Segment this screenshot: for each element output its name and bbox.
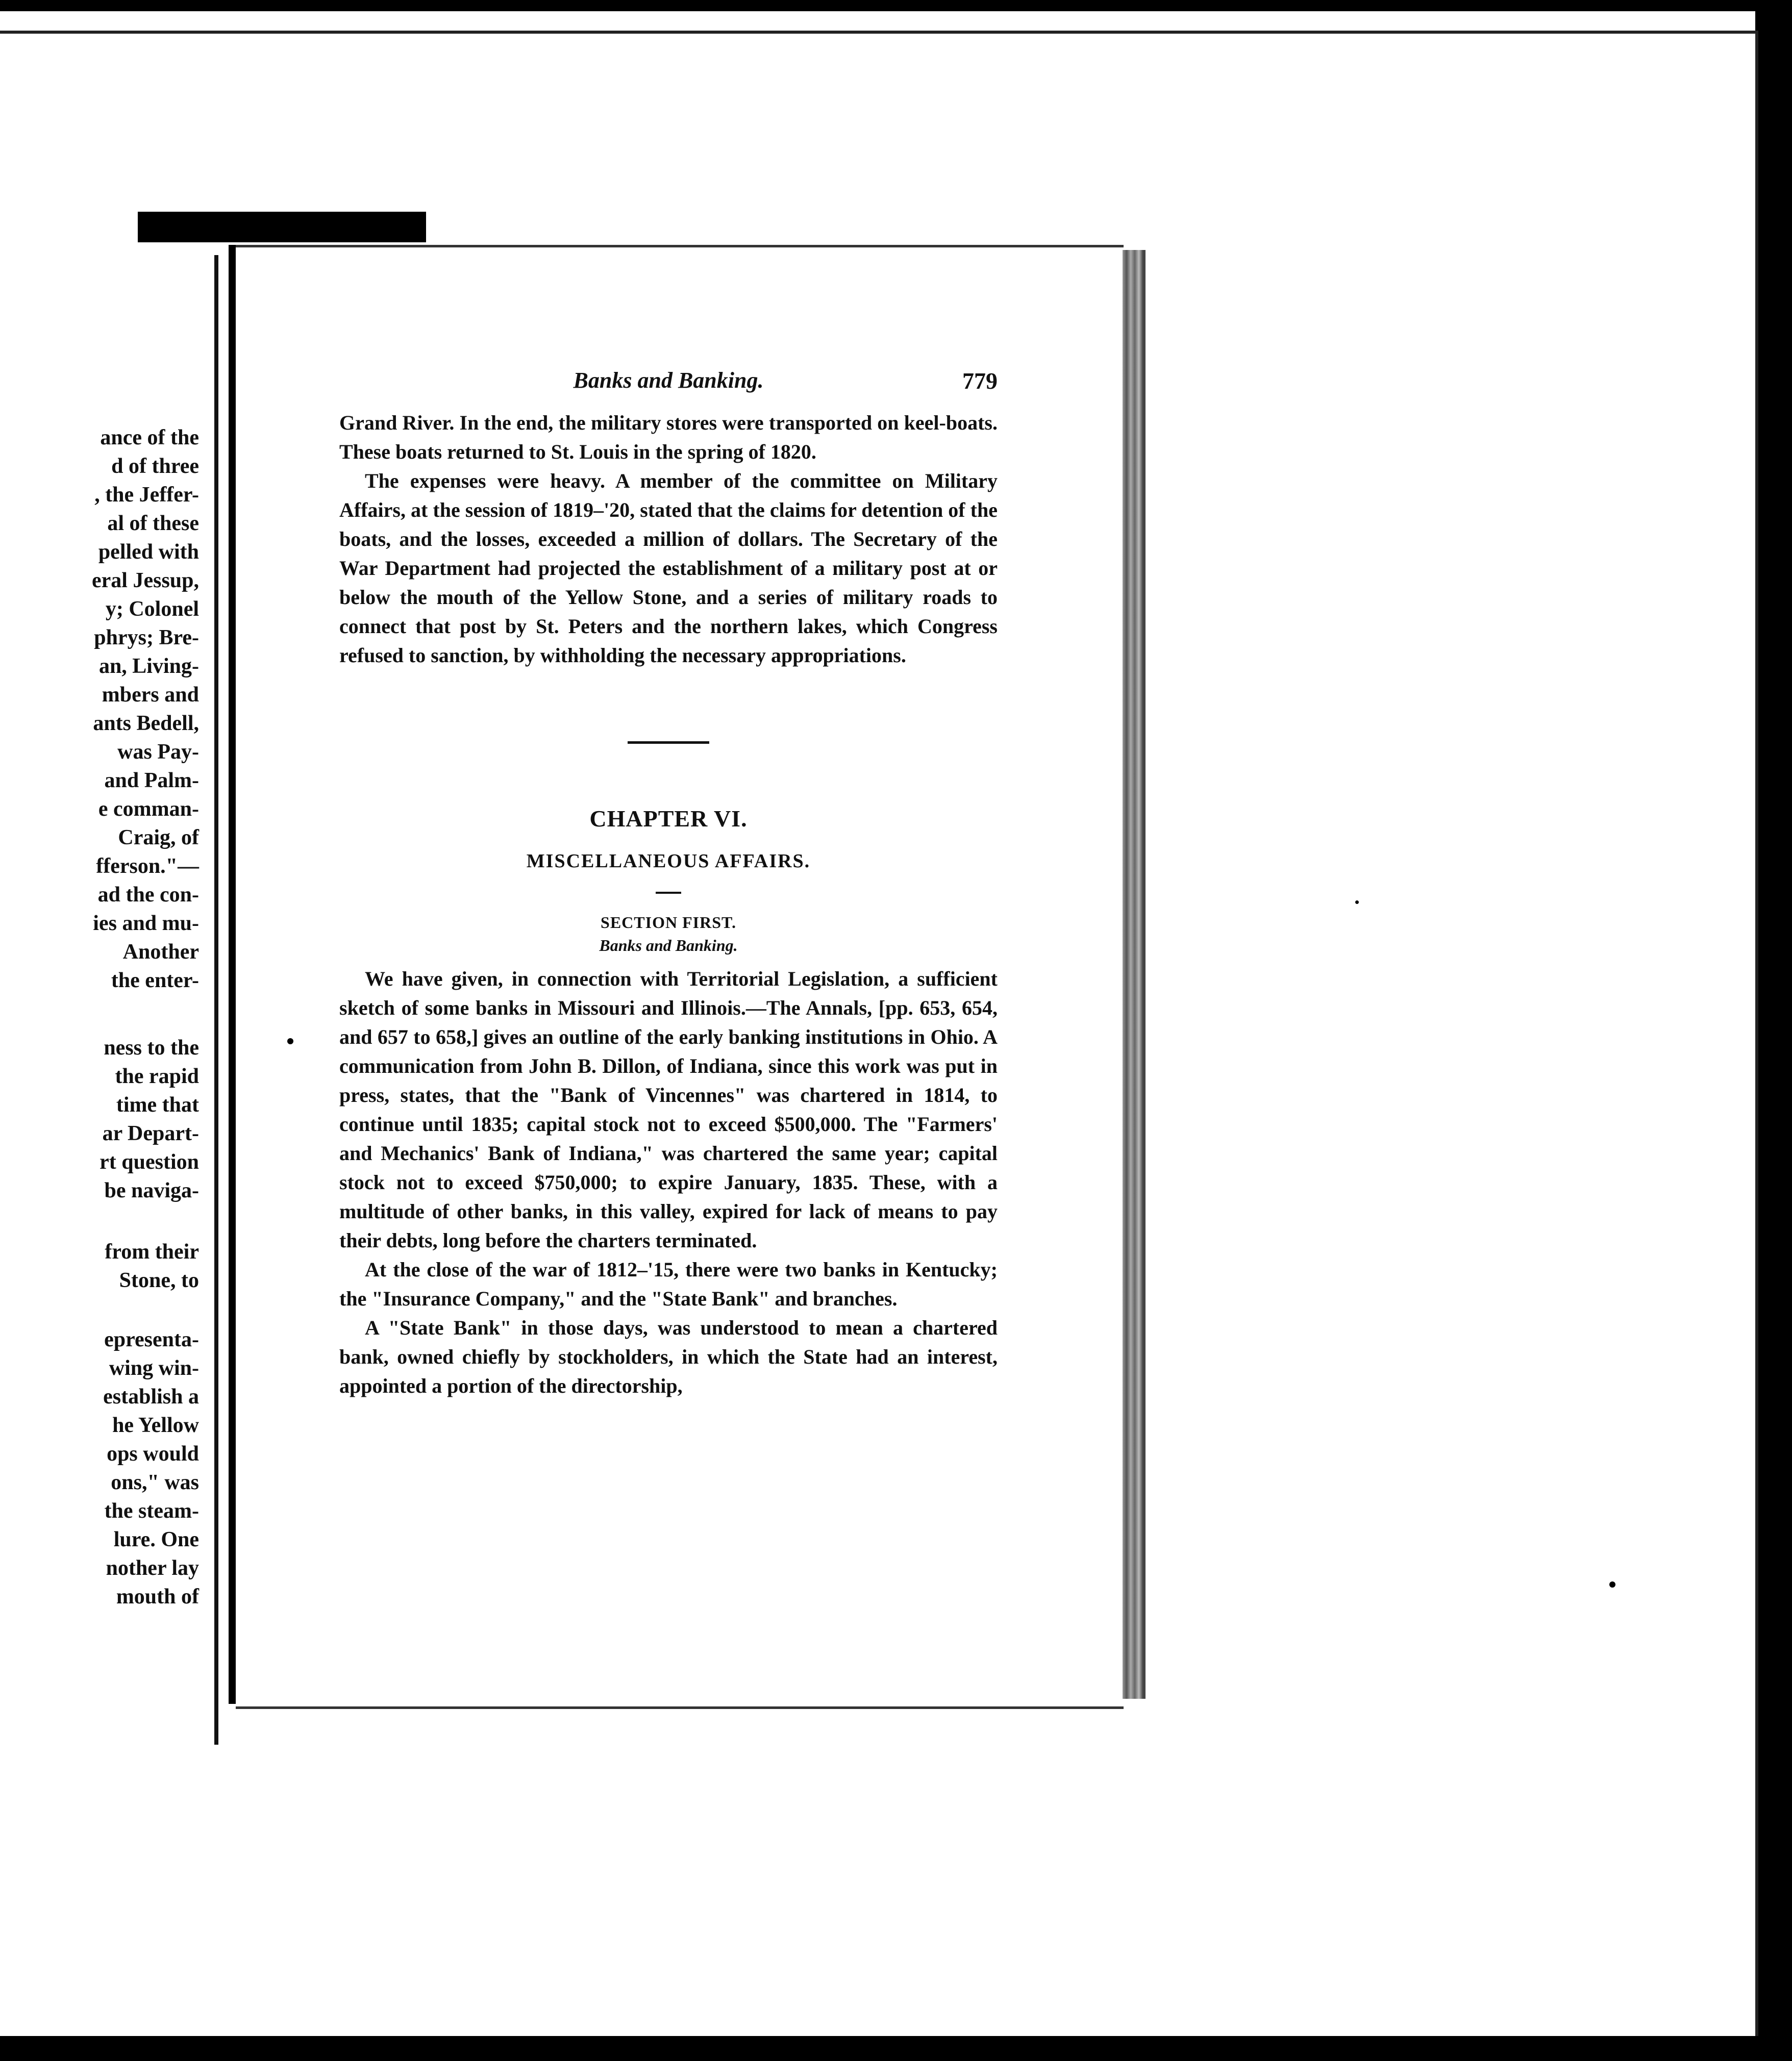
- left-page-line: nother lay: [106, 1556, 199, 1580]
- paragraph-1: Grand River. In the end, the military stores were transported on keel-boats. These boats returned to St. Louis in the spring of 1820.: [339, 411, 998, 463]
- left-page-line: eral Jessup,: [92, 569, 199, 592]
- chapter-title: MISCELLANEOUS AFFAIRS.: [526, 850, 811, 872]
- short-rule: [656, 892, 681, 894]
- left-page-line: mbers and: [102, 683, 199, 707]
- left-page-line: ies and mu-: [93, 912, 199, 935]
- left-page-line: time that: [116, 1093, 199, 1117]
- running-head-title: Banks and Banking.: [573, 368, 764, 393]
- left-page-line: the enter-: [111, 969, 199, 992]
- left-page-line: from their: [105, 1240, 199, 1264]
- left-page-line: ants Bedell,: [93, 712, 199, 735]
- section-rule: [628, 741, 709, 744]
- left-page-line: lure. One: [113, 1528, 199, 1551]
- scan-speck: [287, 1038, 293, 1044]
- paragraph-3: We have given, in connection with Territorial Legislation, a sufficient sketch of some banks in Missouri and Illinois.—The Annals, [pp. 653, 654, and 657 to 658,] gives an outline of the early banking institutions in Ohio. A communication from John B. Dillon, of Indiana, since this work was put in press, states, that the "Bank of Vincennes" was chartered in 1814, to continue until 1835; capital stock not to exceed $500,000. The "Farmers' and Mechanics' Bank of Indiana," was chartered the same year; capital stock not to exceed $750,000; to expire January, 1835. These, with a multitude of other banks, in this valley, expired for lack of means to pay their debts, long before the charters terminated.: [339, 967, 998, 1252]
- left-page-line: , the Jeffer-: [94, 483, 199, 507]
- left-page-line: he Yellow: [112, 1414, 199, 1437]
- running-head: [339, 367, 998, 408]
- left-page-line: ance of the: [100, 426, 199, 449]
- left-page-line: was Pay-: [117, 740, 199, 764]
- scan-frame-right: [1755, 0, 1792, 2061]
- left-page-line: d of three: [111, 455, 199, 478]
- left-page-line: establish a: [103, 1385, 199, 1409]
- scan-frame-bottom: [0, 2033, 1792, 2061]
- left-page-line: the rapid: [115, 1065, 199, 1088]
- left-page-line: pelled with: [98, 540, 199, 564]
- left-page-line: rt question: [99, 1150, 199, 1174]
- scan-speck: [1355, 900, 1359, 904]
- paragraph-2: The expenses were heavy. A member of the committee on Military Affairs, at the session of 1819–'20, stated that the claims for detention of the boats, and the losses, exceeded a million of dollars. The Secretary of the War Department had projected the establishment of a military post at or below the mouth of the Yellow Stone, and a series of military roads to connect that post by St. Peters and the northern lakes, which Congress refused to sanction, by withholding the necessary appropriations.: [339, 469, 998, 667]
- chapter-heading: CHAPTER VI.: [589, 806, 748, 832]
- paragraph-5: A "State Bank" in those days, was understood to mean a chartered bank, owned chiefly by stockholders, in which the State had an interest, appointed a portion of the directorship,: [339, 1316, 998, 1397]
- left-page-line: epresenta-: [104, 1328, 199, 1351]
- left-page-line: ons," was: [111, 1471, 199, 1494]
- left-page-line: and Palm-: [104, 769, 199, 792]
- page-number: 779: [962, 368, 998, 394]
- scan-speck: [1609, 1581, 1615, 1588]
- section-title: Banks and Banking.: [599, 936, 738, 954]
- book-spine: [229, 245, 236, 1704]
- left-page-line: phrys; Bre-: [94, 626, 199, 649]
- left-page-line: ops would: [107, 1442, 199, 1466]
- scan-frame-top: [0, 0, 1792, 11]
- left-page-line: y; Colonel: [105, 597, 199, 621]
- left-page-line: fferson."—: [96, 854, 199, 878]
- left-page-line: ar Depart-: [102, 1122, 199, 1145]
- left-page-line: be naviga-: [104, 1179, 199, 1202]
- left-page-line: an, Living-: [98, 655, 199, 678]
- page-edges: [1123, 250, 1146, 1699]
- left-page-line: wing win-: [109, 1356, 199, 1380]
- left-page-line: mouth of: [116, 1585, 199, 1608]
- left-page-line: Stone, to: [119, 1269, 199, 1292]
- left-page-line: ad the con-: [97, 883, 199, 907]
- left-page-line: ness to the: [104, 1036, 199, 1060]
- page-content: [339, 367, 998, 1400]
- left-page-line: the steam-: [104, 1499, 199, 1523]
- page-tab: [138, 212, 426, 242]
- left-page: [0, 255, 218, 1745]
- left-page-line: al of these: [107, 512, 199, 535]
- left-page-line: Another: [122, 940, 199, 964]
- left-page-line: e comman-: [98, 797, 199, 821]
- paragraph-4: At the close of the war of 1812–'15, there were two banks in Kentucky; the "Insurance Company," and the "State Bank" and branches.: [339, 1258, 998, 1310]
- left-page-line: Craig, of: [118, 826, 199, 849]
- section-heading: SECTION FIRST.: [601, 913, 736, 932]
